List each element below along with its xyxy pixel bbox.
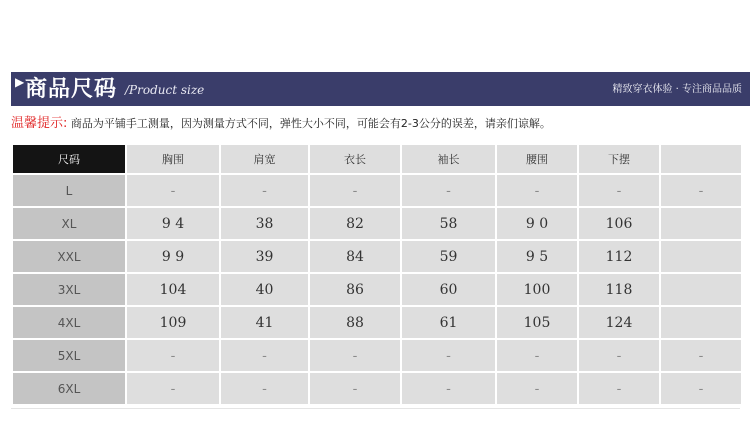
cell-shoulder: 41: [221, 307, 308, 338]
cell-sleeve: 58: [402, 208, 495, 239]
table-row: [13, 241, 741, 272]
header-blank: [661, 145, 741, 173]
cell-hem: -: [579, 373, 659, 404]
measurement-notice: [11, 115, 551, 133]
cell-extra: [661, 241, 741, 272]
header-size: 尺码: [13, 145, 125, 173]
cell-sleeve: 60: [402, 274, 495, 305]
notice-text: 商品为平铺手工测量，因为测量方式不同，弹性大小不同，可能会有2-3公分的误差，请亲们谅解。: [70, 117, 551, 130]
cell-hem: 112: [579, 241, 659, 272]
cell-length: 86: [310, 274, 400, 305]
table-header-row: [13, 145, 741, 173]
divider: [11, 408, 740, 409]
cell-hem: 118: [579, 274, 659, 305]
size-label: 4XL: [13, 307, 125, 338]
table-row: [13, 340, 741, 371]
cell-length: -: [310, 373, 400, 404]
cell-shoulder: 39: [221, 241, 308, 272]
table-row: [13, 208, 741, 239]
cell-waist: -: [497, 175, 577, 206]
cell-chest: -: [127, 373, 219, 404]
cell-chest: 9 9: [127, 241, 219, 272]
cell-length: 82: [310, 208, 400, 239]
cell-waist: 105: [497, 307, 577, 338]
header-sleeve: 袖长: [402, 145, 495, 173]
size-label: 3XL: [13, 274, 125, 305]
cell-shoulder: -: [221, 373, 308, 404]
cell-chest: 9 4: [127, 208, 219, 239]
header-length: 衣长: [310, 145, 400, 173]
size-label: XXL: [13, 241, 125, 272]
cell-chest: -: [127, 340, 219, 371]
cell-shoulder: -: [221, 340, 308, 371]
header-waist: 腰围: [497, 145, 577, 173]
table-row: [13, 274, 741, 305]
cell-waist: 100: [497, 274, 577, 305]
cell-extra: [661, 307, 741, 338]
cell-length: 88: [310, 307, 400, 338]
cell-extra: -: [661, 373, 741, 404]
cell-waist: -: [497, 340, 577, 371]
cell-chest: 104: [127, 274, 219, 305]
cell-length: 84: [310, 241, 400, 272]
arrow-mark-icon: ▶: [15, 75, 25, 89]
cell-length: -: [310, 340, 400, 371]
banner-tagline: 精致穿衣体验 · 专注商品品质: [612, 84, 742, 95]
header-hem: 下摆: [579, 145, 659, 173]
header-shoulder: 肩宽: [221, 145, 308, 173]
cell-waist: 9 5: [497, 241, 577, 272]
cell-waist: -: [497, 373, 577, 404]
cell-extra: -: [661, 340, 741, 371]
header-chest: 胸围: [127, 145, 219, 173]
size-label: XL: [13, 208, 125, 239]
table-row: [13, 373, 741, 404]
cell-sleeve: -: [402, 340, 495, 371]
table-row: [13, 307, 741, 338]
cell-sleeve: -: [402, 373, 495, 404]
cell-length: -: [310, 175, 400, 206]
cell-extra: [661, 208, 741, 239]
cell-shoulder: 40: [221, 274, 308, 305]
section-title: 商品尺码: [25, 76, 118, 102]
cell-shoulder: -: [221, 175, 308, 206]
cell-sleeve: -: [402, 175, 495, 206]
size-table: [11, 143, 743, 406]
cell-sleeve: 59: [402, 241, 495, 272]
size-label: 5XL: [13, 340, 125, 371]
cell-hem: -: [579, 175, 659, 206]
section-banner: [11, 72, 750, 106]
cell-shoulder: 38: [221, 208, 308, 239]
size-label: L: [13, 175, 125, 206]
section-title-en: /Product size: [125, 83, 205, 97]
cell-hem: 124: [579, 307, 659, 338]
cell-hem: -: [579, 340, 659, 371]
size-label: 6XL: [13, 373, 125, 404]
top-blank-area: [0, 0, 750, 72]
cell-waist: 9 0: [497, 208, 577, 239]
cell-extra: -: [661, 175, 741, 206]
table-row: [13, 175, 741, 206]
cell-extra: [661, 274, 741, 305]
cell-hem: 106: [579, 208, 659, 239]
cell-chest: -: [127, 175, 219, 206]
cell-chest: 109: [127, 307, 219, 338]
cell-sleeve: 61: [402, 307, 495, 338]
notice-label: 温馨提示:: [11, 116, 68, 131]
